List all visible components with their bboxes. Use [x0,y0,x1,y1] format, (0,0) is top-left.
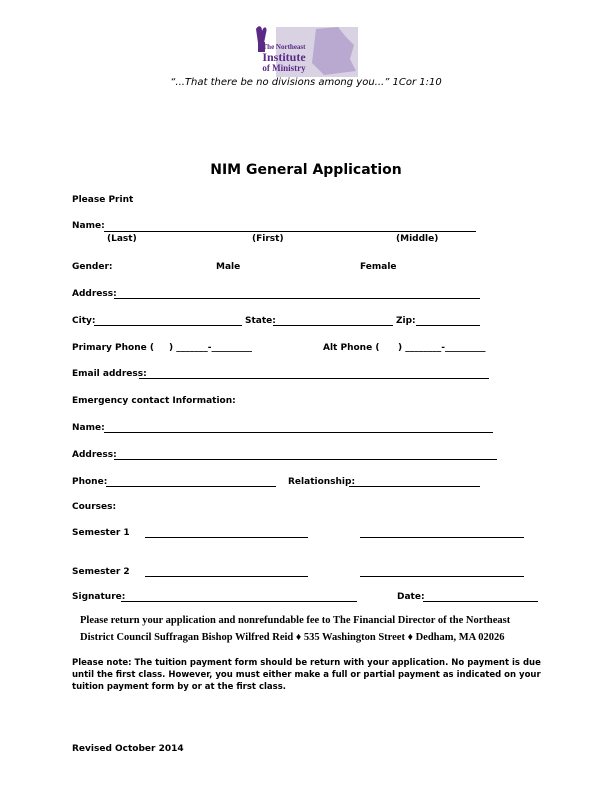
semester-1-label: Semester 1 [72,528,130,538]
name-label: Name: [72,221,105,231]
primary-phone-field[interactable]: ) _______-_________ [169,343,252,353]
date-label: Date: [397,592,425,602]
revised-date: Revised October 2014 [72,744,184,754]
zip-field[interactable] [416,325,480,326]
male-option[interactable]: Male [216,262,241,272]
email-label: Email address: [72,369,147,379]
courses-label: Courses: [72,502,117,512]
return-instructions-line-2: District Council Suffragan Bishop Wilfred Reid ♦ 535 Washington Street ♦ Dedham, MA 02026 [80,632,505,643]
ec-name-label: Name: [72,423,105,433]
city-field[interactable] [94,325,242,326]
return-instructions-line-1: Please return your application and nonrefundable fee to The Financial Director of the Northeast [80,615,511,626]
logo-line-1: The Northeast [262,43,306,51]
state-label: State: [245,316,276,326]
alt-phone-field[interactable]: ) ________-_________ [398,343,486,353]
first-name-caption: (First) [252,234,284,244]
address-label: Address: [72,289,117,299]
ec-address-label: Address: [72,450,117,460]
tagline: “...That there be no divisions among you...” 1Cor 1:10 [170,77,442,88]
last-name-caption: (Last) [107,234,137,244]
date-field[interactable] [423,601,538,602]
semester-2-label: Semester 2 [72,567,130,577]
address-field[interactable] [114,298,480,299]
email-field[interactable] [139,378,489,379]
logo-line-3: of Ministry [262,63,306,73]
gender-label: Gender: [72,262,113,272]
ec-address-field[interactable] [114,459,497,460]
zip-label: Zip: [396,316,416,326]
signature-field[interactable] [121,601,357,602]
ec-name-field[interactable] [104,432,493,433]
semester-1-course-b[interactable] [360,537,524,538]
ec-phone-label: Phone: [72,477,108,487]
please-print-label: Please Print [72,195,134,205]
page-title: NIM General Application [210,162,402,178]
female-option[interactable]: Female [360,262,397,272]
semester-2-course-b[interactable] [360,576,524,577]
primary-phone-label: Primary Phone ( [72,343,154,353]
payment-note: Please note: The tuition payment form should be return with your application. No payment is due until the first class. However, you must either make a full or partial payment as indicated on your tuition payment form by or at the first class. [72,658,541,692]
emergency-heading: Emergency contact Information: [72,396,236,406]
city-label: City: [72,316,96,326]
name-field[interactable] [104,231,476,232]
ec-relationship-field[interactable] [349,486,480,487]
logo-line-2: Institute [262,50,306,64]
semester-1-course-a[interactable] [145,537,308,538]
semester-2-course-a[interactable] [145,576,308,577]
state-field[interactable] [273,325,393,326]
institute-logo [246,23,358,77]
middle-name-caption: (Middle) [396,234,439,244]
alt-phone-label: Alt Phone ( [323,343,380,353]
signature-label: Signature: [72,592,126,602]
ec-phone-field[interactable] [106,486,276,487]
ec-relationship-label: Relationship: [288,477,356,487]
